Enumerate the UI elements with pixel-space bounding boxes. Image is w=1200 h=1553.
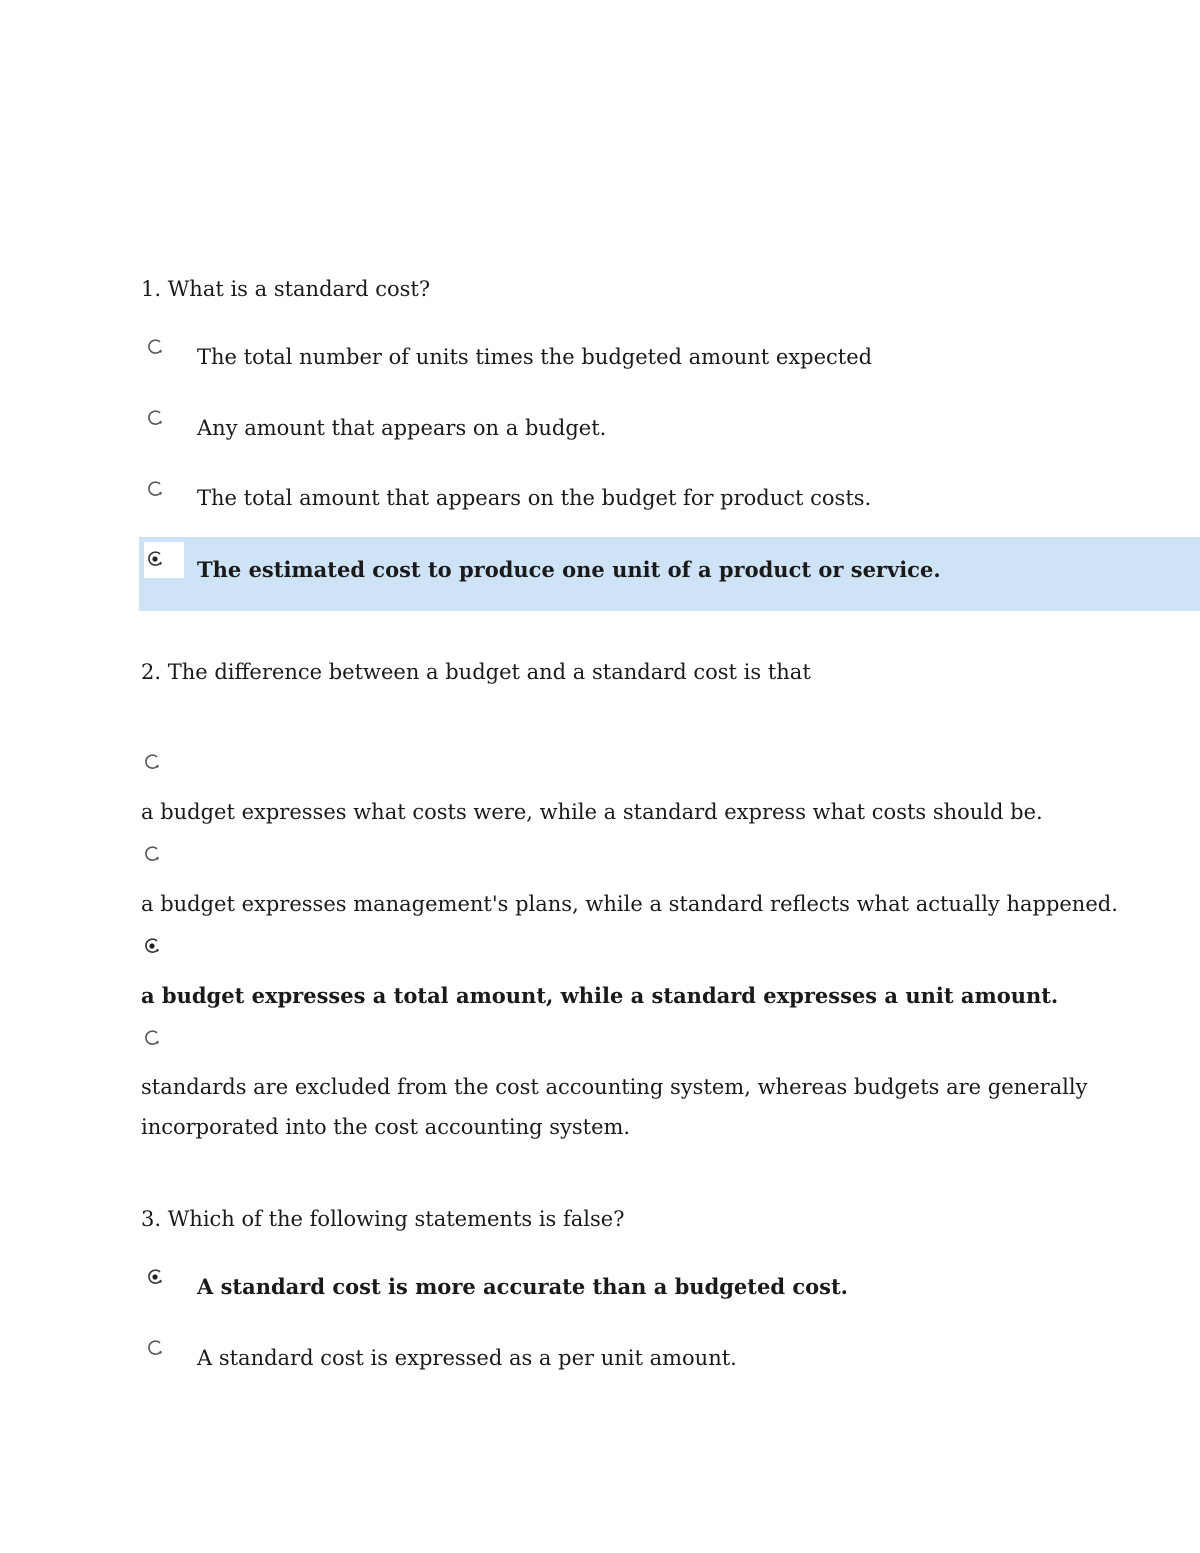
q1-option-2: Any amount that appears on a budget. [197,416,607,440]
radio-selected-icon[interactable] [147,1268,165,1286]
q2-option-4-line-2: incorporated into the cost accounting system. [141,1115,631,1139]
radio-unselected-icon[interactable] [147,338,165,356]
radio-selected-icon[interactable] [147,550,165,568]
question-3-prompt: 3. Which of the following statements is false? [141,1207,625,1231]
q2-option-3: a budget expresses a total amount, while a standard expresses a unit amount. [141,983,1059,1008]
question-2-prompt: 2. The difference between a budget and a standard cost is that [141,660,811,684]
radio-unselected-icon[interactable] [144,1029,162,1047]
radio-unselected-icon[interactable] [147,409,165,427]
q3-option-1: A standard cost is more accurate than a budgeted cost. [197,1274,848,1299]
q1-option-1: The total number of units times the budgeted amount expected [197,345,873,369]
radio-unselected-icon[interactable] [147,1339,165,1357]
q2-option-2: a budget expresses management's plans, while a standard reflects what actually happened. [141,892,1118,916]
q2-option-4-line-1: standards are excluded from the cost accounting system, whereas budgets are generally [141,1075,1088,1099]
q3-option-2: A standard cost is expressed as a per unit amount. [197,1346,737,1370]
question-1-prompt: 1. What is a standard cost? [141,277,431,301]
q1-option-3: The total amount that appears on the budget for product costs. [197,486,872,510]
radio-selected-icon[interactable] [144,937,162,955]
radio-unselected-icon[interactable] [144,845,162,863]
radio-unselected-icon[interactable] [144,753,162,771]
q2-option-1: a budget expresses what costs were, while a standard express what costs should be. [141,800,1043,824]
radio-unselected-icon[interactable] [147,480,165,498]
q1-option-4: The estimated cost to produce one unit of a product or service. [197,557,941,582]
